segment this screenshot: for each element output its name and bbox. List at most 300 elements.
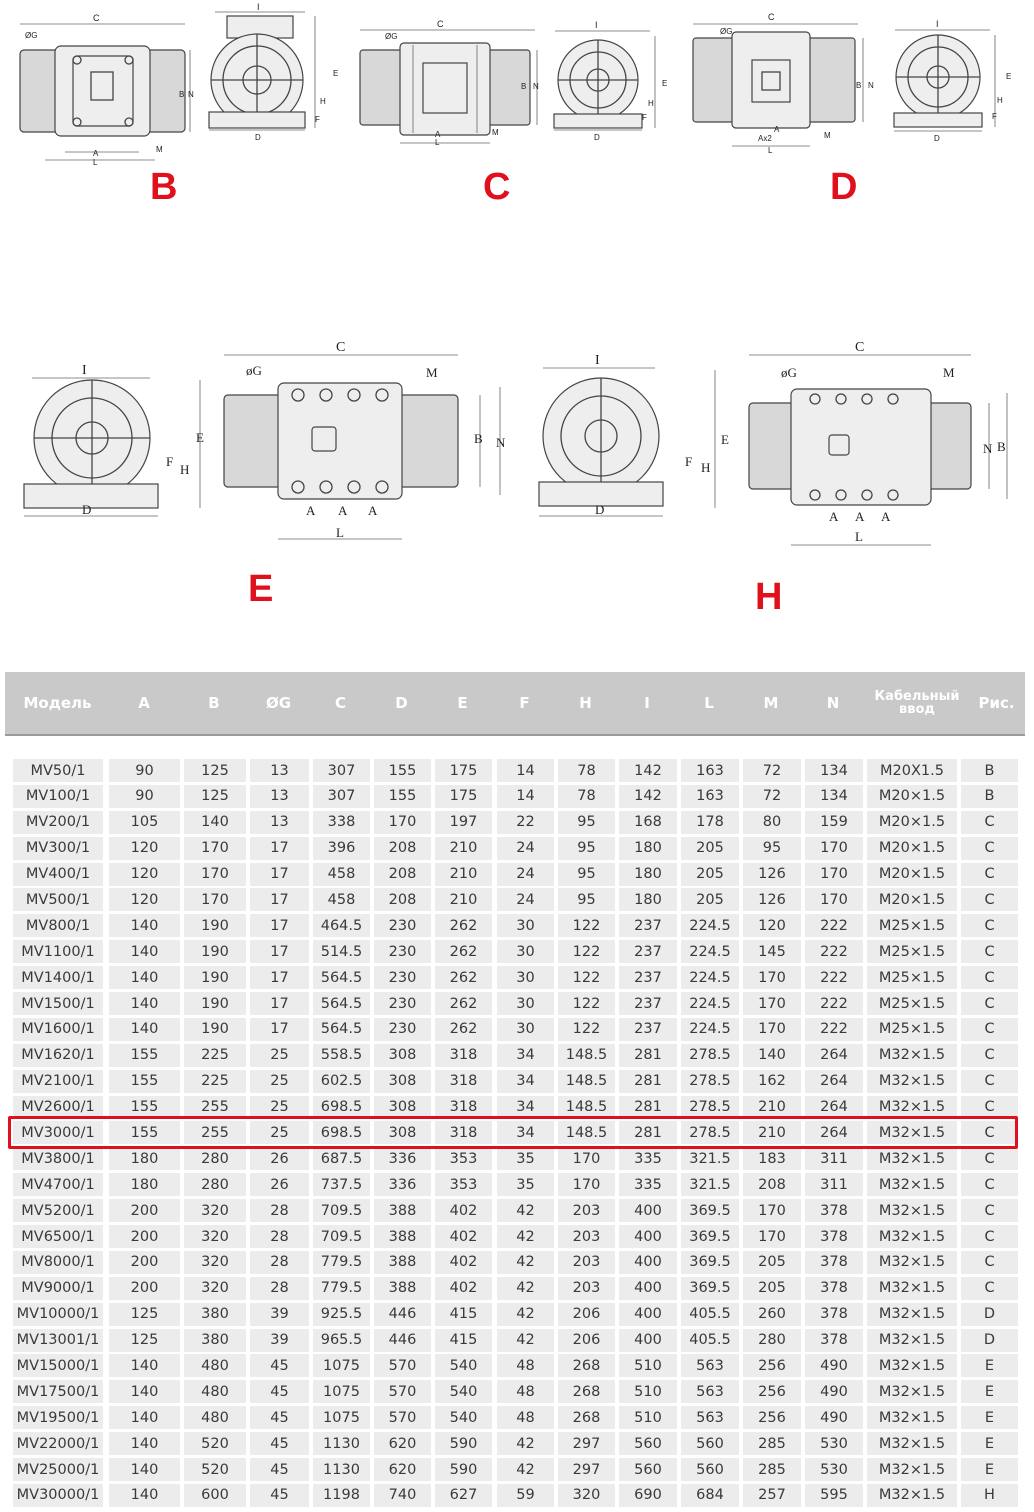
cell-i: 281 — [619, 1121, 677, 1144]
cell-c: 458 — [313, 888, 370, 911]
cell-cable-entry: M20×1.5 — [867, 837, 957, 860]
cell-e: 402 — [435, 1251, 492, 1274]
svg-text:M: M — [492, 128, 499, 137]
cell-f: 42 — [497, 1199, 554, 1222]
figure-e-end-view — [20, 360, 215, 525]
cell-n: 222 — [805, 940, 863, 963]
cell-d: 208 — [374, 863, 431, 886]
cell-c: 1075 — [313, 1406, 370, 1429]
cell-b: 190 — [184, 940, 246, 963]
cell-b: 480 — [184, 1406, 246, 1429]
cell-i: 237 — [619, 940, 677, 963]
cell-g: 39 — [250, 1329, 309, 1352]
cell-model: MV25000/1 — [13, 1458, 103, 1481]
cell-b: 170 — [184, 863, 246, 886]
cell-c: 564.5 — [313, 966, 370, 989]
cell-m: 170 — [743, 1018, 801, 1041]
cell-i: 237 — [619, 966, 677, 989]
svg-text:A: A — [368, 503, 378, 518]
cell-model: MV10000/1 — [13, 1303, 103, 1326]
cell-n: 378 — [805, 1251, 863, 1274]
svg-text:E: E — [1006, 72, 1012, 81]
cell-d: 740 — [374, 1484, 431, 1507]
cell-h: 170 — [558, 1147, 615, 1170]
cell-i: 400 — [619, 1225, 677, 1248]
table-row — [0, 836, 1034, 862]
figure-e-side-view — [220, 335, 520, 545]
cell-i: 400 — [619, 1199, 677, 1222]
figure-label-e: E — [248, 568, 274, 610]
cell-cable-entry: M32×1.5 — [867, 1303, 957, 1326]
cell-cable-entry: M25×1.5 — [867, 1018, 957, 1041]
cell-d: 208 — [374, 837, 431, 860]
svg-text:D: D — [82, 502, 92, 517]
cell-c: 698.5 — [313, 1096, 370, 1119]
cell-cable-entry: M32×1.5 — [867, 1096, 957, 1119]
cell-h: 203 — [558, 1225, 615, 1248]
cell-n: 378 — [805, 1303, 863, 1326]
cell-f: 48 — [497, 1380, 554, 1403]
cell-n: 170 — [805, 888, 863, 911]
cell-e: 540 — [435, 1406, 492, 1429]
cell-cable-entry: M20X1.5 — [867, 759, 957, 782]
cell-model: MV8000/1 — [13, 1251, 103, 1274]
cell-f: 42 — [497, 1303, 554, 1326]
cell-h: 95 — [558, 811, 615, 834]
svg-text:M: M — [824, 131, 831, 140]
svg-text:M: M — [156, 145, 163, 154]
cell-l: 278.5 — [681, 1121, 739, 1144]
cell-f: 48 — [497, 1406, 554, 1429]
cell-b: 320 — [184, 1199, 246, 1222]
svg-text:ØG: ØG — [25, 31, 38, 40]
cell-i: 400 — [619, 1303, 677, 1326]
cell-i: 180 — [619, 837, 677, 860]
cell-g: 26 — [250, 1147, 309, 1170]
svg-text:N: N — [533, 82, 539, 91]
svg-text:A: A — [855, 509, 865, 524]
cell-l: 278.5 — [681, 1096, 739, 1119]
cell-m: 256 — [743, 1380, 801, 1403]
cell-fig: C — [961, 1277, 1018, 1300]
cell-g: 39 — [250, 1303, 309, 1326]
cell-cable-entry: M25×1.5 — [867, 914, 957, 937]
cell-n: 222 — [805, 914, 863, 937]
cell-m: 205 — [743, 1251, 801, 1274]
cell-g: 25 — [250, 1121, 309, 1144]
cell-l: 563 — [681, 1406, 739, 1429]
svg-text:I: I — [82, 363, 87, 378]
cell-n: 530 — [805, 1458, 863, 1481]
cell-h: 148.5 — [558, 1096, 615, 1119]
cell-fig: C — [961, 1070, 1018, 1093]
table-row — [0, 758, 1034, 784]
cell-g: 17 — [250, 966, 309, 989]
cell-h: 206 — [558, 1303, 615, 1326]
cell-fig: D — [961, 1303, 1018, 1326]
cell-l: 224.5 — [681, 914, 739, 937]
cell-cable-entry: M32×1.5 — [867, 1277, 957, 1300]
cell-n: 311 — [805, 1147, 863, 1170]
cell-n: 134 — [805, 785, 863, 808]
table-row — [0, 1224, 1034, 1250]
cell-i: 335 — [619, 1147, 677, 1170]
cell-fig: C — [961, 1251, 1018, 1274]
cell-fig: B — [961, 785, 1018, 808]
cell-h: 297 — [558, 1458, 615, 1481]
cell-f: 30 — [497, 914, 554, 937]
cell-d: 446 — [374, 1329, 431, 1352]
cell-e: 318 — [435, 1070, 492, 1093]
svg-text:B: B — [856, 81, 862, 90]
table-row — [0, 1431, 1034, 1457]
cell-f: 35 — [497, 1147, 554, 1170]
svg-text:I: I — [595, 20, 598, 30]
cell-m: 280 — [743, 1329, 801, 1352]
cell-fig: C — [961, 1147, 1018, 1170]
cell-h: 122 — [558, 940, 615, 963]
cell-g: 28 — [250, 1199, 309, 1222]
cell-a: 140 — [109, 1432, 180, 1455]
cell-l: 278.5 — [681, 1044, 739, 1067]
table-row — [0, 965, 1034, 991]
cell-b: 190 — [184, 914, 246, 937]
cell-fig: C — [961, 811, 1018, 834]
svg-text:F: F — [992, 112, 997, 121]
cell-a: 155 — [109, 1121, 180, 1144]
svg-text:F: F — [685, 454, 693, 469]
cell-m: 170 — [743, 1225, 801, 1248]
cell-a: 140 — [109, 1018, 180, 1041]
svg-text:D: D — [594, 133, 600, 142]
svg-text:F: F — [642, 113, 647, 122]
svg-text:L: L — [435, 138, 440, 147]
cell-h: 148.5 — [558, 1044, 615, 1067]
header-c: C — [334, 693, 346, 712]
cell-d: 208 — [374, 888, 431, 911]
header-n: N — [826, 693, 840, 712]
cell-model: MV400/1 — [13, 863, 103, 886]
cell-e: 262 — [435, 914, 492, 937]
svg-text:H: H — [320, 97, 326, 106]
cell-a: 140 — [109, 1406, 180, 1429]
svg-text:L: L — [768, 146, 773, 155]
dimensions-table-body — [0, 758, 1034, 1509]
cell-fig: E — [961, 1354, 1018, 1377]
cell-l: 321.5 — [681, 1147, 739, 1170]
svg-text:F: F — [315, 115, 320, 124]
cell-e: 627 — [435, 1484, 492, 1507]
cell-i: 560 — [619, 1458, 677, 1481]
cell-d: 308 — [374, 1044, 431, 1067]
cell-b: 125 — [184, 785, 246, 808]
cell-l: 224.5 — [681, 992, 739, 1015]
cell-n: 264 — [805, 1044, 863, 1067]
cell-h: 148.5 — [558, 1070, 615, 1093]
cell-n: 595 — [805, 1484, 863, 1507]
cell-m: 126 — [743, 863, 801, 886]
cell-cable-entry: M32×1.5 — [867, 1173, 957, 1196]
cell-fig: E — [961, 1406, 1018, 1429]
cell-fig: B — [961, 759, 1018, 782]
svg-text:E: E — [721, 432, 729, 447]
cell-c: 965.5 — [313, 1329, 370, 1352]
cell-fig: D — [961, 1329, 1018, 1352]
cell-e: 210 — [435, 888, 492, 911]
cell-b: 255 — [184, 1096, 246, 1119]
cell-i: 180 — [619, 888, 677, 911]
svg-text:B: B — [997, 439, 1006, 454]
cell-l: 369.5 — [681, 1277, 739, 1300]
cell-cable-entry: M25×1.5 — [867, 966, 957, 989]
cell-l: 278.5 — [681, 1070, 739, 1093]
table-row — [0, 1172, 1034, 1198]
cell-n: 490 — [805, 1354, 863, 1377]
dim-c-label: C — [93, 13, 100, 23]
cell-a: 200 — [109, 1251, 180, 1274]
cell-c: 396 — [313, 837, 370, 860]
cell-model: MV1500/1 — [13, 992, 103, 1015]
cell-g: 17 — [250, 914, 309, 937]
cell-d: 155 — [374, 759, 431, 782]
cell-l: 205 — [681, 837, 739, 860]
cell-e: 402 — [435, 1199, 492, 1222]
cell-l: 205 — [681, 863, 739, 886]
cell-b: 280 — [184, 1147, 246, 1170]
cell-d: 620 — [374, 1432, 431, 1455]
cell-a: 155 — [109, 1044, 180, 1067]
header-i: I — [644, 693, 650, 712]
cell-model: MV1400/1 — [13, 966, 103, 989]
cell-fig: H — [961, 1484, 1018, 1507]
svg-text:N: N — [188, 90, 194, 99]
cell-f: 35 — [497, 1173, 554, 1196]
cell-d: 170 — [374, 811, 431, 834]
svg-text:M: M — [943, 365, 955, 380]
cell-a: 120 — [109, 863, 180, 886]
cell-f: 42 — [497, 1432, 554, 1455]
cell-a: 155 — [109, 1096, 180, 1119]
cell-l: 405.5 — [681, 1303, 739, 1326]
cell-fig: C — [961, 1225, 1018, 1248]
cell-e: 540 — [435, 1354, 492, 1377]
cell-f: 34 — [497, 1044, 554, 1067]
cell-cable-entry: M32×1.5 — [867, 1432, 957, 1455]
cell-c: 709.5 — [313, 1225, 370, 1248]
cell-e: 210 — [435, 863, 492, 886]
cell-fig: C — [961, 992, 1018, 1015]
cell-h: 122 — [558, 1018, 615, 1041]
cell-model: MV4700/1 — [13, 1173, 103, 1196]
cell-m: 183 — [743, 1147, 801, 1170]
svg-text:øG: øG — [246, 363, 262, 378]
cell-model: MV2600/1 — [13, 1096, 103, 1119]
svg-text:I: I — [936, 19, 939, 29]
cell-b: 320 — [184, 1225, 246, 1248]
cell-b: 380 — [184, 1329, 246, 1352]
cell-i: 510 — [619, 1354, 677, 1377]
cell-e: 590 — [435, 1458, 492, 1481]
table-row — [0, 1302, 1034, 1328]
figure-c-end-view — [550, 18, 680, 143]
cell-g: 17 — [250, 837, 309, 860]
cell-c: 779.5 — [313, 1251, 370, 1274]
table-row — [0, 1328, 1034, 1354]
cell-c: 338 — [313, 811, 370, 834]
cell-cable-entry: M32×1.5 — [867, 1044, 957, 1067]
cell-f: 14 — [497, 759, 554, 782]
figure-label-d: D — [830, 166, 858, 208]
cell-n: 490 — [805, 1380, 863, 1403]
cell-b: 320 — [184, 1251, 246, 1274]
svg-text:M: M — [426, 365, 438, 380]
cell-b: 225 — [184, 1044, 246, 1067]
cell-model: MV1620/1 — [13, 1044, 103, 1067]
cell-cable-entry: M32×1.5 — [867, 1458, 957, 1481]
figure-label-h: H — [755, 576, 783, 618]
cell-f: 34 — [497, 1121, 554, 1144]
cell-fig: C — [961, 966, 1018, 989]
header-m: M — [763, 693, 779, 712]
cell-m: 170 — [743, 992, 801, 1015]
cell-e: 262 — [435, 992, 492, 1015]
cell-g: 45 — [250, 1380, 309, 1403]
cell-c: 564.5 — [313, 992, 370, 1015]
svg-text:A: A — [338, 503, 348, 518]
cell-cable-entry: M32×1.5 — [867, 1070, 957, 1093]
cell-g: 45 — [250, 1354, 309, 1377]
cell-h: 78 — [558, 759, 615, 782]
cell-b: 125 — [184, 759, 246, 782]
cell-e: 175 — [435, 785, 492, 808]
cell-g: 45 — [250, 1406, 309, 1429]
cell-b: 190 — [184, 966, 246, 989]
cell-i: 281 — [619, 1070, 677, 1093]
cell-b: 380 — [184, 1303, 246, 1326]
figure-c-side-view — [355, 15, 545, 155]
cell-e: 590 — [435, 1432, 492, 1455]
cell-m: 256 — [743, 1354, 801, 1377]
cell-f: 24 — [497, 888, 554, 911]
cell-i: 335 — [619, 1173, 677, 1196]
cell-g: 25 — [250, 1070, 309, 1093]
cell-e: 540 — [435, 1380, 492, 1403]
table-row — [0, 1276, 1034, 1302]
cell-f: 30 — [497, 992, 554, 1015]
cell-cable-entry: M20×1.5 — [867, 785, 957, 808]
cell-fig: C — [961, 1121, 1018, 1144]
cell-c: 1130 — [313, 1432, 370, 1455]
cell-d: 388 — [374, 1251, 431, 1274]
svg-text:C: C — [437, 19, 444, 29]
cell-h: 122 — [558, 914, 615, 937]
cell-f: 30 — [497, 940, 554, 963]
cell-a: 140 — [109, 1458, 180, 1481]
cell-h: 95 — [558, 888, 615, 911]
svg-text:A: A — [774, 125, 780, 134]
svg-text:A: A — [306, 503, 316, 518]
header-l: L — [704, 693, 714, 712]
svg-text:D: D — [595, 502, 605, 517]
cell-l: 321.5 — [681, 1173, 739, 1196]
svg-text:B: B — [521, 82, 527, 91]
table-row — [0, 1483, 1034, 1509]
svg-text:Ax2: Ax2 — [758, 134, 772, 143]
svg-text:C: C — [336, 340, 346, 355]
cell-a: 140 — [109, 1380, 180, 1403]
cell-m: 126 — [743, 888, 801, 911]
cell-cable-entry: M32×1.5 — [867, 1225, 957, 1248]
cell-n: 222 — [805, 966, 863, 989]
cell-g: 17 — [250, 1018, 309, 1041]
table-row — [0, 887, 1034, 913]
cell-m: 260 — [743, 1303, 801, 1326]
cell-b: 225 — [184, 1070, 246, 1093]
header-b: B — [208, 693, 220, 712]
cell-i: 168 — [619, 811, 677, 834]
cell-i: 237 — [619, 992, 677, 1015]
cell-g: 28 — [250, 1225, 309, 1248]
cell-d: 570 — [374, 1354, 431, 1377]
cell-l: 563 — [681, 1354, 739, 1377]
cell-i: 142 — [619, 785, 677, 808]
cell-cable-entry: M32×1.5 — [867, 1484, 957, 1507]
cell-a: 140 — [109, 1484, 180, 1507]
cell-b: 600 — [184, 1484, 246, 1507]
svg-text:E: E — [333, 69, 339, 78]
cell-e: 402 — [435, 1225, 492, 1248]
cell-i: 281 — [619, 1044, 677, 1067]
cell-h: 95 — [558, 837, 615, 860]
cell-fig: C — [961, 1173, 1018, 1196]
cell-m: 170 — [743, 966, 801, 989]
cell-g: 45 — [250, 1432, 309, 1455]
cell-l: 369.5 — [681, 1199, 739, 1222]
cell-b: 170 — [184, 837, 246, 860]
cell-g: 25 — [250, 1096, 309, 1119]
cell-h: 268 — [558, 1406, 615, 1429]
cell-f: 34 — [497, 1096, 554, 1119]
cell-e: 262 — [435, 966, 492, 989]
cell-n: 134 — [805, 759, 863, 782]
cell-l: 178 — [681, 811, 739, 834]
svg-text:H: H — [997, 96, 1003, 105]
cell-n: 264 — [805, 1070, 863, 1093]
cell-b: 190 — [184, 992, 246, 1015]
cell-b: 520 — [184, 1458, 246, 1481]
cell-model: MV3000/1 — [13, 1121, 103, 1144]
svg-text:H: H — [701, 460, 711, 475]
svg-text:E: E — [196, 430, 204, 445]
svg-text:L: L — [93, 158, 98, 167]
cell-e: 175 — [435, 759, 492, 782]
cell-m: 145 — [743, 940, 801, 963]
cell-cable-entry: M32×1.5 — [867, 1380, 957, 1403]
header-g: ØG — [265, 693, 292, 712]
cell-fig: E — [961, 1380, 1018, 1403]
cell-c: 458 — [313, 863, 370, 886]
cell-model: MV22000/1 — [13, 1432, 103, 1455]
cell-b: 140 — [184, 811, 246, 834]
figure-b-side-view — [15, 10, 200, 170]
cell-m: 72 — [743, 785, 801, 808]
cell-h: 122 — [558, 966, 615, 989]
cell-model: MV300/1 — [13, 837, 103, 860]
cell-g: 13 — [250, 811, 309, 834]
svg-text:D: D — [934, 134, 940, 143]
cell-model: MV50/1 — [13, 759, 103, 782]
cell-f: 24 — [497, 837, 554, 860]
